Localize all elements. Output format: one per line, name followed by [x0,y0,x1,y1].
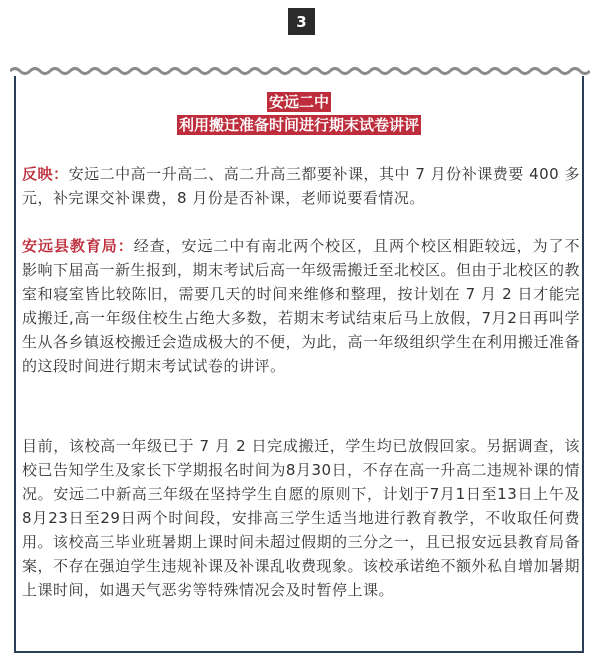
complaint-label: 反映： [22,165,69,183]
article-card [14,76,584,653]
bureau-reply-paragraph [22,234,580,378]
complaint-text: 安远二中高一升高二、高二升高三都要补课，其中 7 月份补课费要 400 多元，补完课交补课费，8 月份是否补课，老师说要看情况。 [22,165,580,207]
section-number-badge: 3 [288,8,315,35]
article-title [16,92,582,135]
title-headline: 利用搬迁准备时间进行期末试卷讲评 [178,116,419,134]
title-school: 安远二中 [268,93,329,111]
complaint-paragraph [22,162,580,210]
bureau-reply-text: 经查，安远二中有南北两个校区，且两个校区相距较远，为了不影响下届高一新生报到，期末考试后高一年级需搬迁至北校区。但由于北校区的教室和寝室皆比较陈旧，需要几天的时间来维修和整理，按计划在 7 月 2 日才能完成搬迁,高一年级住校生占绝大多数，若期末考试结束后马上放假，7月2日再叫学生从各乡镇返校搬迁会造成极大的不便，为此，高一年级组织学生在利用搬迁准备的这段时间进行期末考试试卷的讲评。 [22,237,581,375]
current-status-paragraph: 目前，该校高一年级已于 7 月 2 日完成搬迁，学生均已放假回家。另据调查，该校已告知学生及家长下学期报名时间为8月30日，不存在高一升高二违规补课的情况。安远二中新高三年级在坚持学生自愿的原则下，计划于7月1日至13日上午及8月23日至29日两个时间段，安排高三学生适当地进行教育教学，不收取任何费用。该校高三毕业班暑期上课时间未超过假期的三分之一，且已报安远县教育局备案，不存在强迫学生违规补课及补课乱收费现象。该校承诺绝不额外私自增加暑期上课时间，如遇天气恶劣等特殊情况会及时暂停上课。 [22,437,581,599]
bureau-label: 安远县教育局： [22,237,134,255]
